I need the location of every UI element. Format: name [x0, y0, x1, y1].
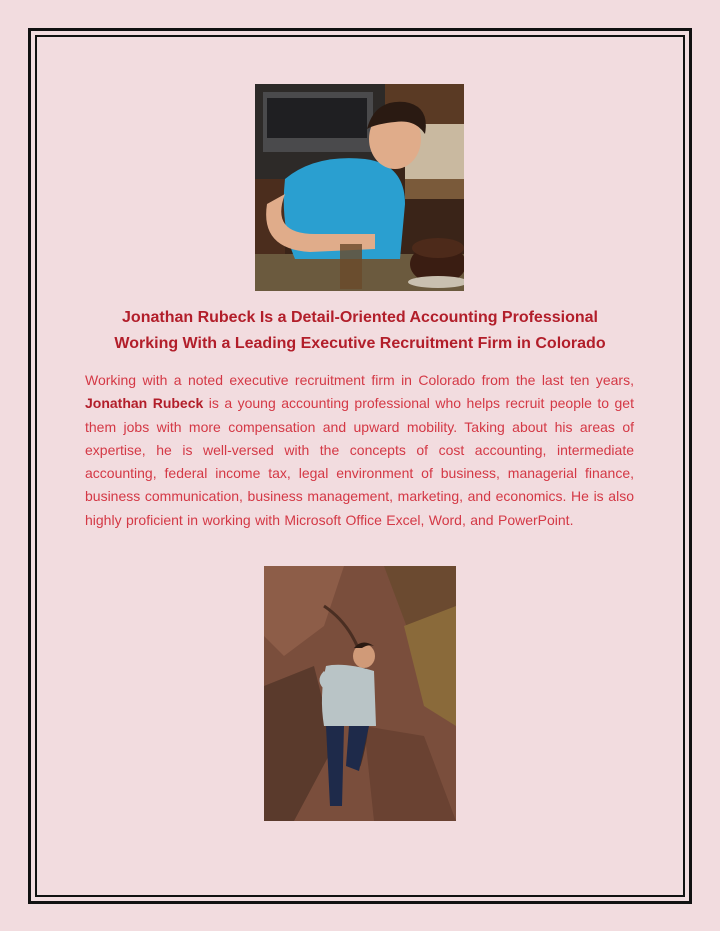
article-body: [85, 369, 634, 532]
rock-climbing-photo: [264, 566, 456, 821]
body-text-name: Jonathan Rubeck: [85, 395, 204, 412]
body-text-rest: is a young accounting professional who helps recruit people to get them jobs with more compensation and upward mobility. Taking about his areas of expertise, he is well-versed with the concepts of cost accounting, intermediate accounting, federal income tax, legal environment of business, managerial finance, business communication, business management, marketing, and economics. He is also highly proficient in working with Microsoft Office Excel, Word, and PowerPoint.: [85, 395, 634, 528]
heading-line-1: Jonathan Rubeck Is a Detail-Oriented Accounting Professional: [122, 309, 598, 326]
body-text-intro: Working with a noted executive recruitment firm in Colorado from the last ten years,: [85, 372, 634, 388]
article-heading: [80, 305, 640, 357]
heading-line-2: Working With a Leading Executive Recruitment Firm in Colorado: [114, 335, 606, 352]
kitchen-cake-photo: [255, 84, 464, 291]
